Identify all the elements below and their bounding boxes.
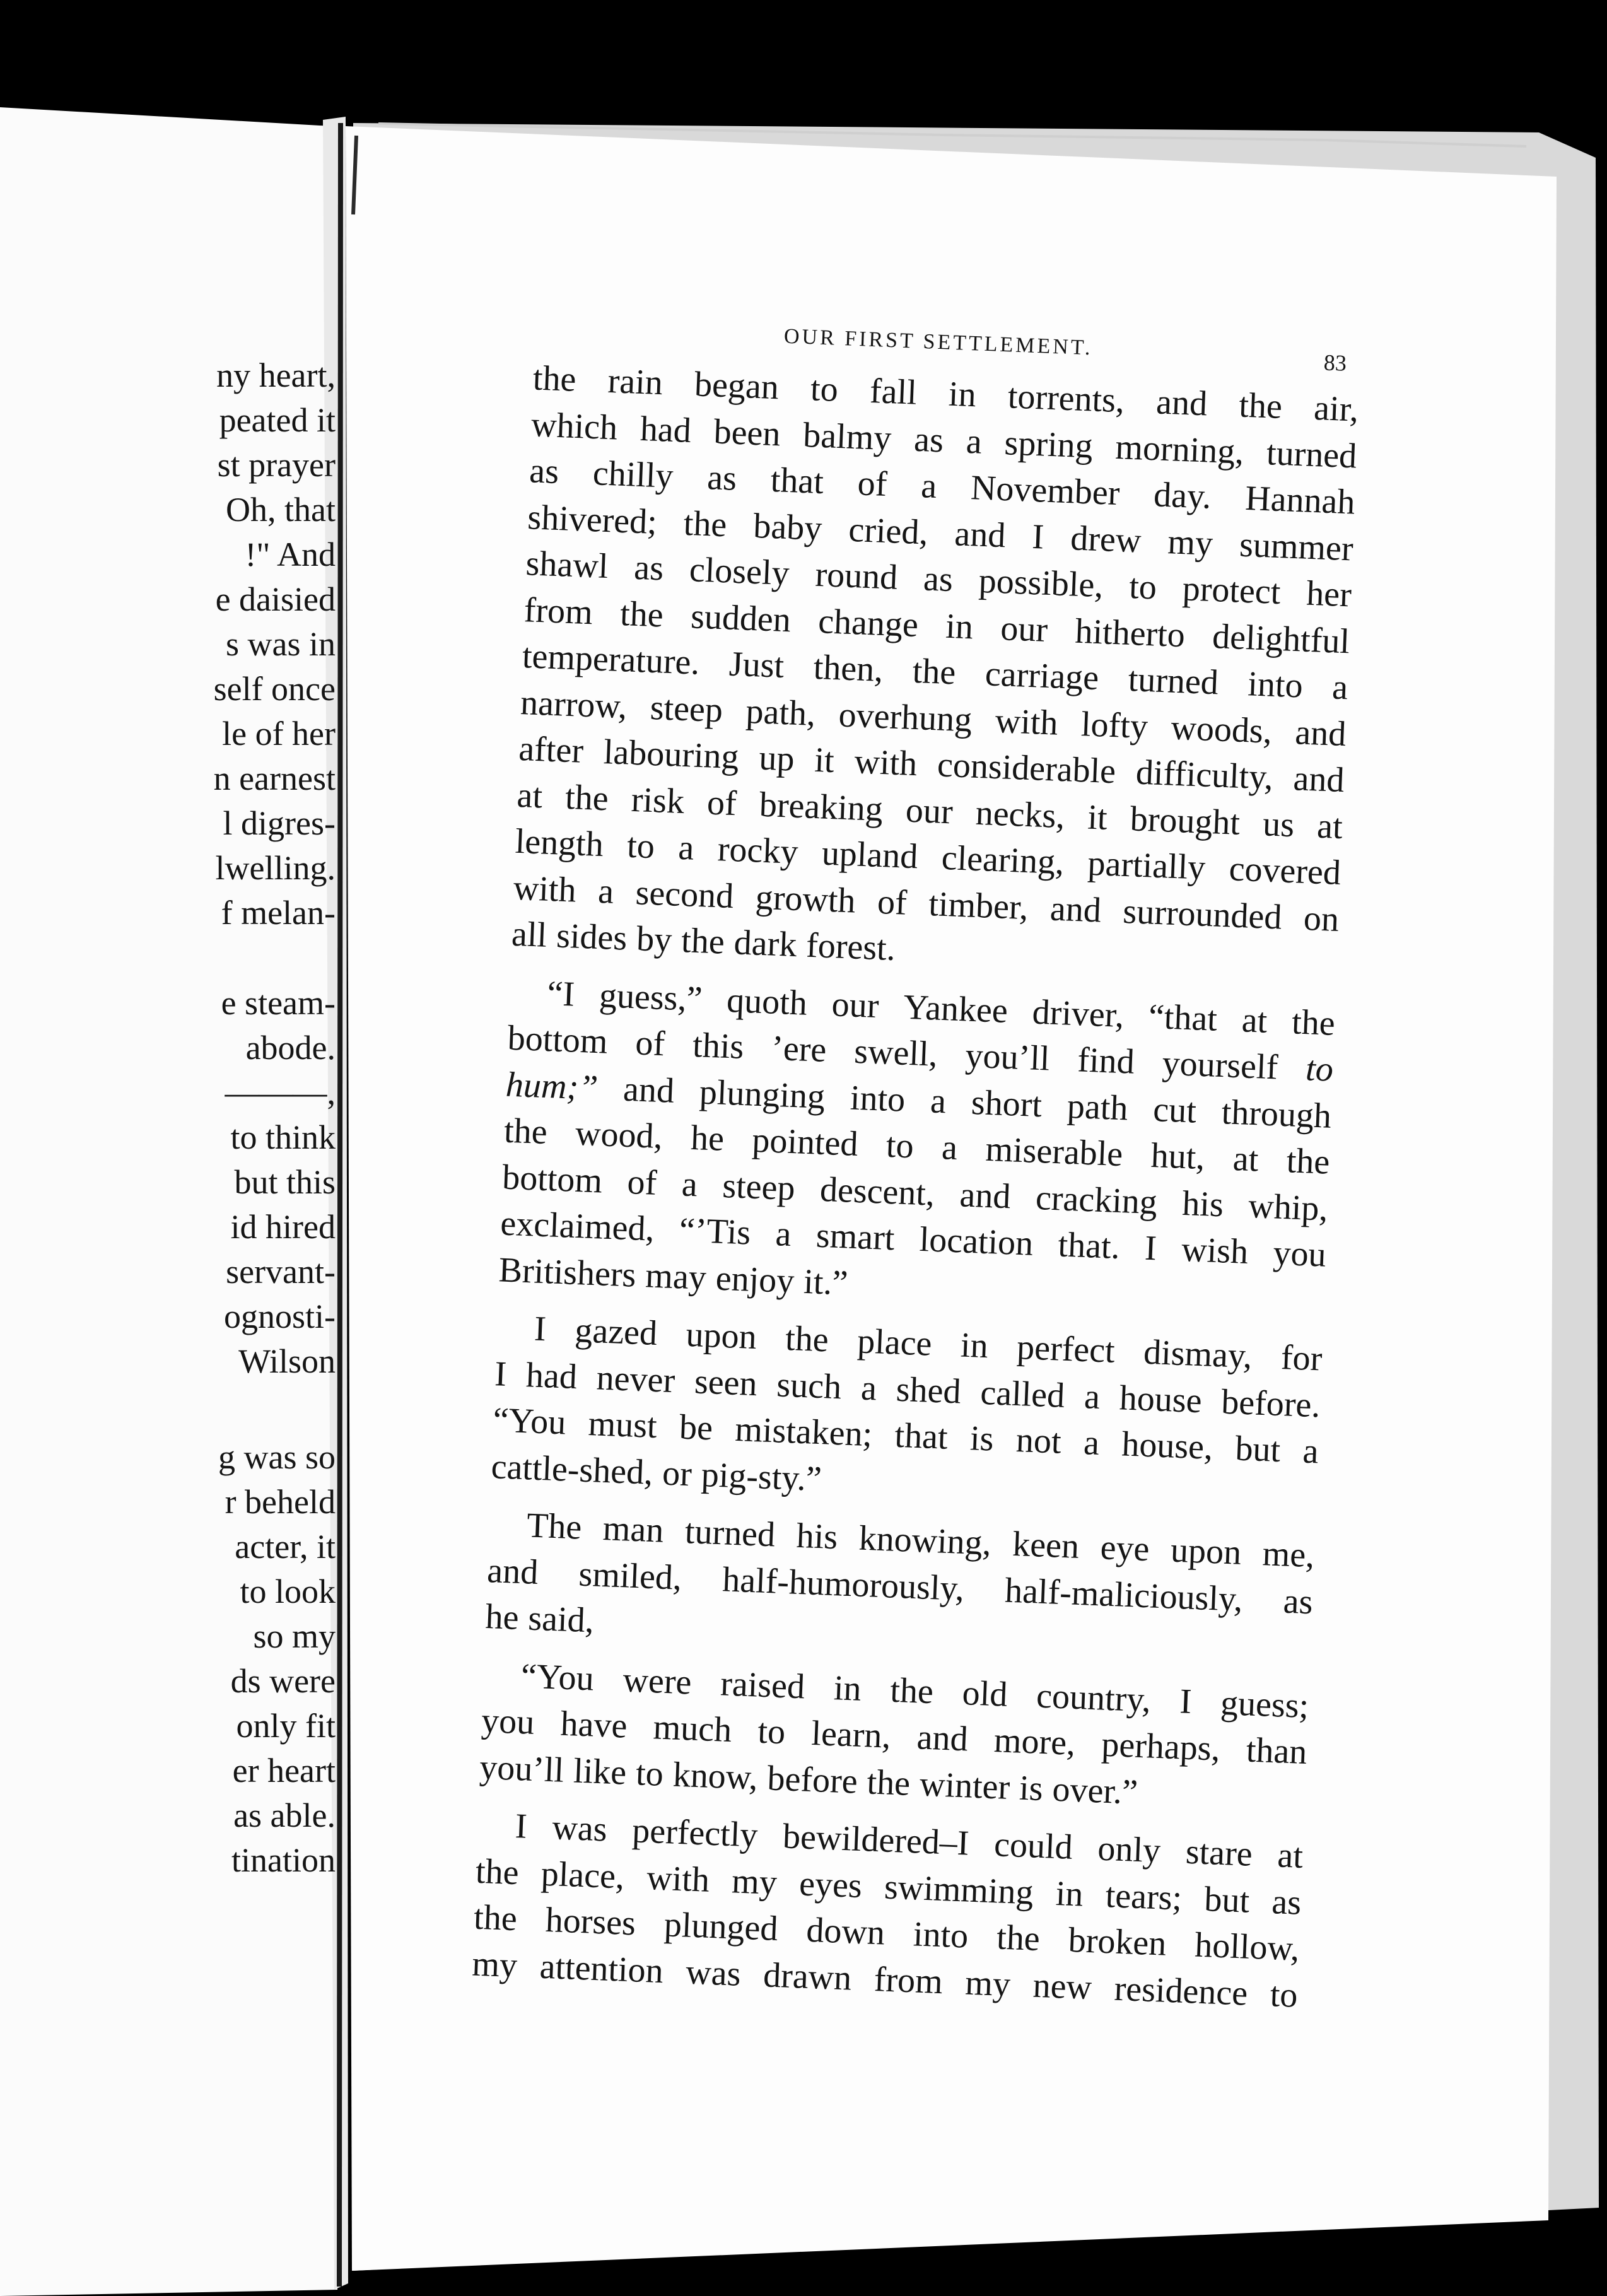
text-line: at the risk of breaking our necks, it brought us at [516,775,1343,846]
left-line: to look [240,1573,336,1610]
text-line: length to a rocky upland clearing, partially covered [514,821,1342,893]
left-line: abode. [245,1029,336,1067]
left-line: le of her [222,715,336,753]
left-line: st prayer [217,446,336,484]
left-line: ds were [230,1662,336,1700]
text-line: temperature. Just then, the carriage turned into a [521,636,1349,708]
left-line: id hired [230,1208,336,1246]
text-line: bottom of this ’ere swell, you’ll find yourself to [506,1018,1335,1089]
left-line: f melan- [221,894,336,932]
text-line: you’ll like to know, before the winter is over.” [479,1747,1139,1812]
left-line: !" And [245,536,336,573]
left-line: ognosti- [223,1297,336,1335]
text-line: after labouring up it with considerable difficulty, and [518,729,1345,800]
left-line: e daisied [215,580,336,618]
left-line: n earnest [213,759,336,797]
text-line: shivered; the baby cried, and I drew my summer [527,497,1354,568]
left-line: s was in [226,625,336,663]
text-line: the wood, he pointed to a miserable hut, at the [503,1111,1331,1182]
left-line: to think [230,1118,336,1156]
left-line: ny heart, [216,356,336,394]
text-line: shawl as closely round as possible, to protect her [525,544,1353,615]
left-line: lwelling. [215,849,336,887]
left-line: Wilson [238,1342,336,1380]
left-line: acter, it [235,1528,336,1566]
text-line: bottom of a steep descent, and cracking his whip, [501,1157,1329,1229]
text-line: cattle-shed, or pig-sty.” [490,1446,822,1499]
text-line: my attention was drawn from my new residence to [471,1944,1299,2015]
text-line: he said, [484,1596,595,1641]
left-line: only fit [236,1707,336,1745]
left-line: e steam- [221,984,336,1022]
text-line: narrow, steep path, overhung with lofty woods, and [520,682,1347,754]
left-line: self once [213,670,336,708]
text-line: which had been balmy as a spring morning, turned [530,404,1358,476]
text-line: the horses plunged down into the broken hollow, [473,1897,1300,1969]
left-line: peated it [219,401,336,439]
text-line: and smiled, half-humorously, half-maliciously, as [486,1550,1314,1622]
text-line: all sides by the dark forest. [511,914,896,969]
text-line: the rain began to fall in torrents, and the air, [532,358,1360,430]
text-line: I had never seen such a shed called a house before. [494,1354,1321,1425]
left-line: l digres- [223,804,336,842]
text-line: the place, with my eyes swimming in tears; but as [474,1851,1302,1923]
left-line: g was so [218,1438,336,1476]
text-line: “You were raised in the old country, I guess; [520,1656,1310,1726]
text-line: exclaimed, “’Tis a smart location that. I wish you [500,1204,1327,1275]
text-line: hum;” and plunging into a short path cut through [505,1065,1333,1136]
text-line: I gazed upon the place in perfect dismay, for [534,1309,1323,1379]
text-line: with a second growth of timber, and surrounded on [512,868,1340,939]
left-line: ———, [225,1074,336,1111]
left-line: Oh, that [226,491,336,529]
left-line: but this [234,1163,336,1201]
text-line: I was perfectly bewildered–I could only stare at [514,1806,1304,1876]
text-line: The man turned his knowing, keen eye upon me, [526,1506,1316,1576]
left-line: as able. [233,1796,336,1834]
text-line: as chilly as that of a November day. Hannah [529,451,1356,522]
left-line: servant- [226,1253,336,1291]
right-page-content [404,296,1362,2284]
left-line: er heart [232,1752,336,1789]
left-line: so my [253,1617,336,1655]
body-text [471,355,1359,2018]
text-line: “I guess,” quoth our Yankee driver, “that at the [546,973,1336,1043]
text-line: Britishers may enjoy it.” [498,1250,849,1303]
text-line: you have much to learn, and more, perhaps, than [481,1701,1308,1772]
page-number: 83 [1323,349,1347,376]
running-head: OUR FIRST SETTLEMENT. [783,324,1094,360]
left-line: tination [231,1841,336,1879]
text-line: “You must be mistaken; that is not a house, but a [492,1400,1319,1472]
text-line: from the sudden change in our hitherto delightful [523,590,1351,661]
left-line: r beheld [225,1483,336,1521]
